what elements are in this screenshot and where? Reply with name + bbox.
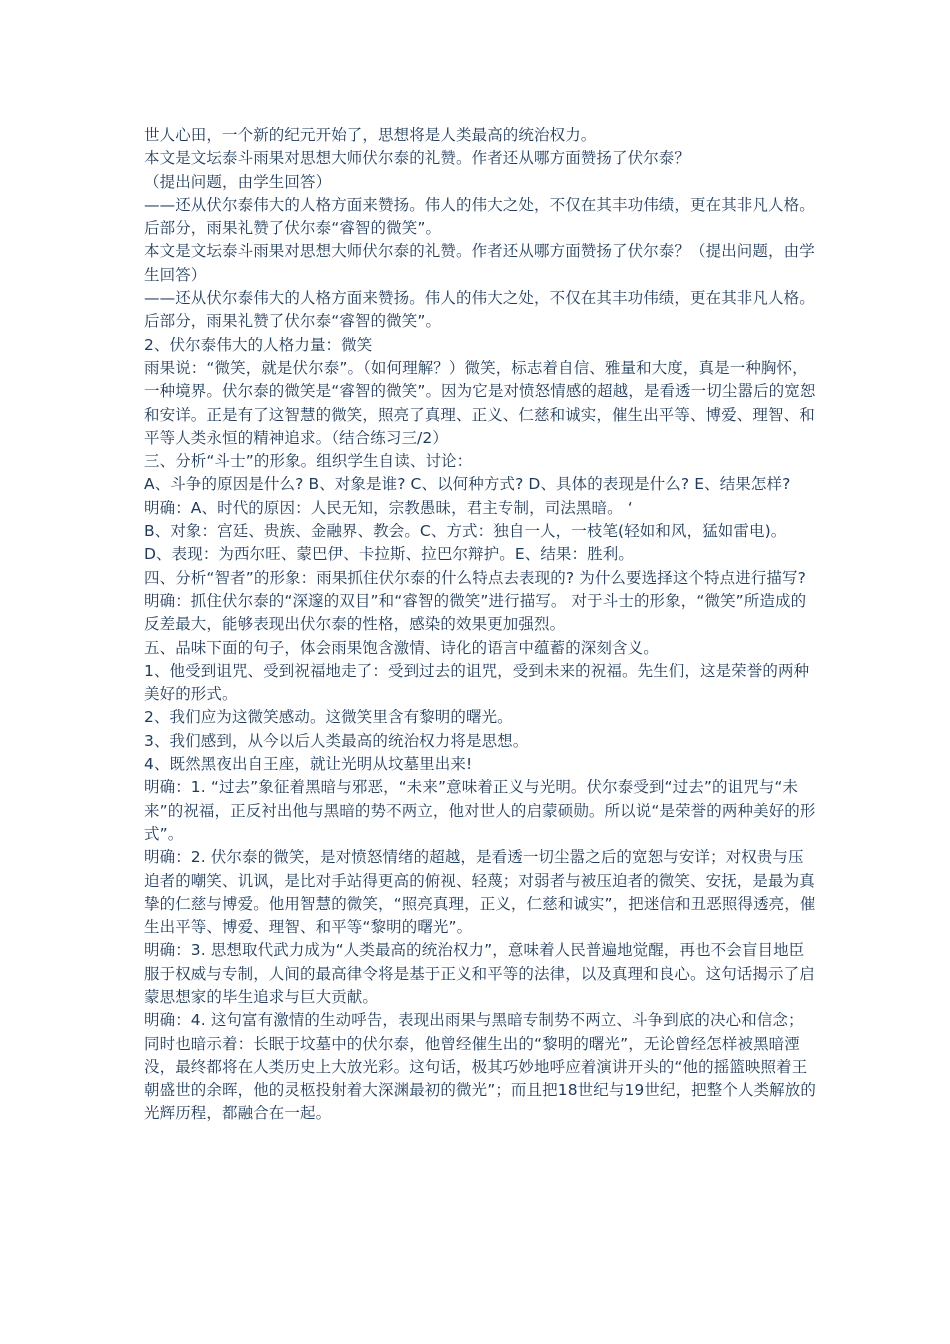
sentence-3: 3、我们感到，从今以后人类最高的统治权力将是思想。 — [144, 731, 529, 750]
answer-b-c: B、对象：宫廷、贵族、金融界、教会。C、方式：独自一人，一枝笔(轻如和风，猛如雷电)。 — [144, 522, 787, 541]
section-heading-3: 三、分析“斗士”的形象。组织学生自读、讨论： — [144, 452, 473, 471]
explanation-2: 明确：2. 伏尔泰的微笑，是对愤怒情绪的超越，是看透一切尘嚣之后的宽恕与安详；对权贵与压迫者的嘲笑、讥讽，是比对手站得更高的俯视、轻蔑；对弱者与被压迫者的微笑、安抚，是最为真挚的仁慈与博爱。他用智慧的微笑，“照亮真理，正义，仁慈和诚实”，把迷信和丑恶照得透亮，催生出平等、博爱、理智、和平等“黎明的曙光”。 — [144, 848, 816, 937]
paragraph-smile: 雨果说：“微笑，就是伏尔泰”。（如何理解？）微笑，标志着自信、雅量和大度，真是一种胸怀，一种境界。伏尔泰的微笑是“睿智的微笑”。因为它是对愤怒情感的超越，是看透一切尘嚣后的宽恕和安详。正是有了这智慧的微笑，照亮了真理、正义、仁慈和诚实，催生出平等、博爱、理智、和平等人类永恒的精神追求。（结合练习三/2） — [144, 358, 816, 447]
explanation-4: 明确：4. 这句富有激情的生动呼告，表现出雨果与黑暗专制势不两立、斗争到底的决心和信念；同时也暗示着：长眠于坟墓中的伏尔泰，他曾经催生出的“黎明的曙光”，无论曾经怎样被黑暗湮没，最终都将在人类历史上大放光彩。这句话，极其巧妙地呼应着演讲开头的“他的摇篮映照着王朝盛世的余晖，他的灵柩投射着大深渊最初的微光”；而且把18世纪与19世纪，把整个人类解放的光辉历程，都融合在一起。 — [144, 1011, 816, 1123]
answer-wise: 明确：抓住伏尔泰的“深邃的双目”和“睿智的微笑”进行描写。 对于斗士的形象，“微笑”所造成的反差最大，能够表现出伏尔泰的性格，感染的效果更加强烈。 — [144, 591, 807, 634]
explanation-1: 明确：1. “过去”象征着黑暗与邪恶，“未来”意味着正义与光明。伏尔泰受到“过去”的诅咒与“未来”的祝福，正反衬出他与黑暗的势不两立，他对世人的启蒙硕勋。所以说“是荣誉的两种美好的形式”。 — [144, 778, 816, 843]
paragraph-2: 本文是文坛泰斗雨果对思想大师伏尔泰的礼赞。作者还从哪方面赞扬了伏尔泰？ — [144, 149, 691, 168]
section-heading-4: 四、分析“智者”的形象：雨果抓住伏尔泰的什么特点去表现的? 为什么要选择这个特点进行描写? — [144, 568, 806, 587]
paragraph-5: 本文是文坛泰斗雨果对思想大师伏尔泰的礼赞。作者还从哪方面赞扬了伏尔泰？（提出问题，由学生回答） — [144, 242, 815, 284]
sentence-4: 4、既然黑夜出自王座，就让光明从坟墓里出来! — [144, 755, 473, 774]
section-heading-2: 2、伏尔泰伟大的人格力量：微笑 — [144, 335, 373, 354]
explanation-3: 明确：3. 思想取代武力成为“人类最高的统治权力”，意味着人民普遍地觉醒，再也不会盲目地臣服于权威与专制，人间的最高律令将是基于正义和平等的法律，以及真理和良心。这句话揭示了启蒙思想家的毕生追求与巨大贡献。 — [144, 941, 815, 1006]
question-list: A、斗争的原因是什么? B、对象是谁? C、以何种方式? D、具体的表现是什么? E、结果怎样? — [144, 475, 791, 494]
document-body — [144, 124, 816, 1126]
paragraph-3: （提出问题，由学生回答） — [144, 172, 332, 191]
answer-d-e: D、表现：为西尔旺、蒙巴伊、卡拉斯、拉巴尔辩护。E、结果：胜利。 — [144, 545, 634, 564]
answer-a: 明确：A、时代的原因：人民无知，宗教愚昧，君主专制，司法黑暗。 ‘ — [144, 498, 633, 517]
paragraph-4: ——还从伏尔泰伟大的人格方面来赞扬。伟人的伟大之处，不仅在其丰功伟绩，更在其非凡人格。后部分，雨果礼赞了伏尔泰“睿智的微笑”。 — [144, 195, 815, 238]
section-heading-5: 五、品味下面的句子，体会雨果饱含激情、诗化的语言中蕴蓄的深刻含义。 — [144, 638, 659, 657]
sentence-1: 1、他受到诅咒、受到祝福地走了：受到过去的诅咒，受到未来的祝福。先生们，这是荣誉的两种美好的形式。 — [144, 661, 810, 704]
sentence-2: 2、我们应为这微笑感动。这微笑里含有黎明的曙光。 — [144, 708, 513, 727]
paragraph-6: ——还从伏尔泰伟大的人格方面来赞扬。伟人的伟大之处，不仅在其丰功伟绩，更在其非凡人格。后部分，雨果礼赞了伏尔泰“睿智的微笑”。 — [144, 289, 815, 331]
paragraph-1: 世人心田，一个新的纪元开始了，思想将是人类最高的统治权力。 — [144, 126, 597, 144]
